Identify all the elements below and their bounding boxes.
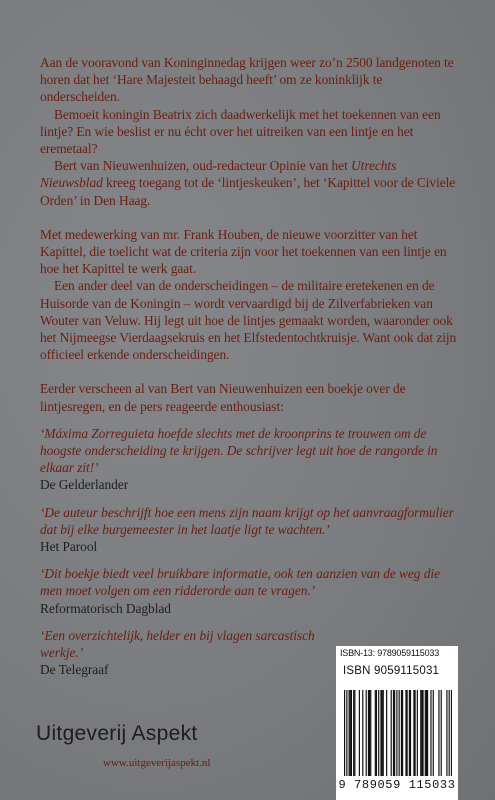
- barcode-bar: [366, 690, 367, 776]
- barcode-bar: [382, 690, 383, 776]
- barcode-bar: [441, 690, 442, 776]
- isbn10-text: ISBN 9059115031: [343, 665, 440, 677]
- isbn-barcode-label: [336, 646, 458, 800]
- barcode-bar: [344, 690, 345, 776]
- barcode-bar: [421, 690, 422, 776]
- barcode-bar: [426, 690, 427, 776]
- review-quote: ‘Máxima Zorreguieta hoefde slechts met de kroonprins te trouwen om de hoogste onderscheiding te krijgen. De schrijver legt uit hoe de rangorde in elkaar zit!’: [40, 425, 438, 476]
- barcode-bar: [386, 690, 387, 776]
- barcode-bar: [420, 690, 421, 776]
- blurb-text: [40, 54, 460, 679]
- barcode-bar: [425, 690, 426, 776]
- barcode-bar: [378, 690, 379, 776]
- barcode-bar: [383, 690, 384, 776]
- barcode-digits: 9 789059 115033: [338, 778, 456, 792]
- review-source: De Gelderlander: [40, 477, 129, 493]
- barcode-bar: [430, 690, 431, 776]
- barcode-bar: [409, 690, 410, 776]
- barcode-bar: [427, 690, 428, 776]
- barcode-bar: [351, 690, 352, 776]
- isbn13-text: ISBN-13: 9789059115033: [340, 648, 440, 658]
- barcode-bar: [407, 690, 408, 776]
- barcode-bar: [391, 690, 392, 776]
- paragraph-author-a: Bert van Nieuwenhuizen, oud-redacteur Opinie van het: [54, 158, 352, 174]
- barcode-bar: [353, 690, 354, 776]
- barcode-bar: [369, 690, 370, 776]
- barcode-bar: [370, 690, 371, 776]
- barcode-image: [344, 690, 452, 776]
- barcode-bar: [362, 690, 363, 776]
- barcode-bar: [375, 690, 376, 776]
- barcode-bar: [446, 690, 447, 776]
- paragraph-author: [40, 157, 460, 209]
- barcode-bar: [349, 690, 350, 776]
- newspaper-title: Utrechts Nieuwsblad: [40, 158, 397, 191]
- review-source: Reformatorisch Dagblad: [40, 600, 171, 616]
- barcode-bar: [354, 690, 355, 776]
- barcode-bar: [401, 690, 402, 776]
- barcode-bar: [451, 690, 452, 776]
- barcode-bar: [414, 690, 415, 776]
- barcode-bar: [399, 690, 400, 776]
- paragraph-author-b: kreeg toegang tot de ‘lintjeskeuken’, het ‘Kapittel voor de Civiele Orden’ in Den Haag.: [40, 175, 456, 208]
- review-quote: ‘De auteur beschrijft hoe een mens zijn naam krijgt op het aanvraagformulier dat bij elke burgemeester in het laatje ligt te wachten.’: [40, 504, 454, 537]
- barcode-bar: [433, 690, 434, 776]
- publisher-url: www.uitgeverijaspekt.nl: [103, 757, 211, 769]
- review-quote: ‘Dit boekje biedt veel bruikbare informatie, ook ten aanzien van de weg die men moet volgen om een ridderorde aan te vragen.’: [40, 566, 440, 599]
- barcode-bar: [368, 690, 369, 776]
- review-source: De Telegraaf: [40, 662, 109, 678]
- barcode-bar: [417, 690, 418, 776]
- barcode-bar: [380, 690, 381, 776]
- barcode-bar: [413, 690, 414, 776]
- barcode-bar: [393, 690, 394, 776]
- barcode-bar: [394, 690, 395, 776]
- barcode-bar: [359, 690, 360, 776]
- review-quote: ‘Een overzichtelijk, helder en bij vlagen sarcastisch werkje.’: [40, 627, 315, 661]
- paragraph-earlier-book: Eerder verscheen al van Bert van Nieuwenhuizen een boekje over de lintjesregen, en de pers reageerde enthousiast:: [40, 381, 406, 414]
- barcode-bar: [350, 690, 351, 776]
- barcode-bar: [405, 690, 406, 776]
- publisher-logo: Uitgeverij Aspekt: [36, 722, 198, 745]
- barcode-bar: [449, 690, 450, 776]
- paragraph-manufacture: Een ander deel van de onderscheidingen – de militaire eretekenen en de Huisorde van de Koningin – wordt vervaardigd bij de Zilverfabrieken van Wouter van Veluw. Hij legt uit hoe de lintjes gemaakt worden, waaronder ook het Nijmeegse Vierdaagsekruis en het Elfstedentochtkruisje. Want ook dat zijn officieel erkende onderscheidingen.: [40, 278, 457, 363]
- barcode-bar: [346, 690, 347, 776]
- barcode-bar: [376, 690, 377, 776]
- barcode-bar: [396, 690, 397, 776]
- paragraph-intro: Aan de vooravond van Koninginnedag krijgen weer zo’n 2500 landgenoten te horen dat het ‘Hare Majesteit behaagd heeft’ om ze koninklijk te onderscheiden.: [40, 55, 454, 105]
- paragraph-cooperation: Met medewerking van mr. Frank Houben, de nieuwe voorzitter van het Kapittel, die toelicht wat de criteria zijn voor het toekennen van een lintje en hoe het Kapittel te werk gaat.: [40, 226, 447, 277]
- review-source: Het Parool: [40, 539, 98, 555]
- barcode-bar: [402, 690, 403, 776]
- paragraph-question: Bemoeit koningin Beatrix zich daadwerkelijk met het toekennen van een lintje? En wie beslist er nu écht over het uitreiken van een lintje en het eremetaal?: [40, 106, 441, 157]
- barcode-bar: [410, 690, 411, 776]
- barcode-bar: [422, 690, 423, 776]
- barcode-bar: [438, 690, 439, 776]
